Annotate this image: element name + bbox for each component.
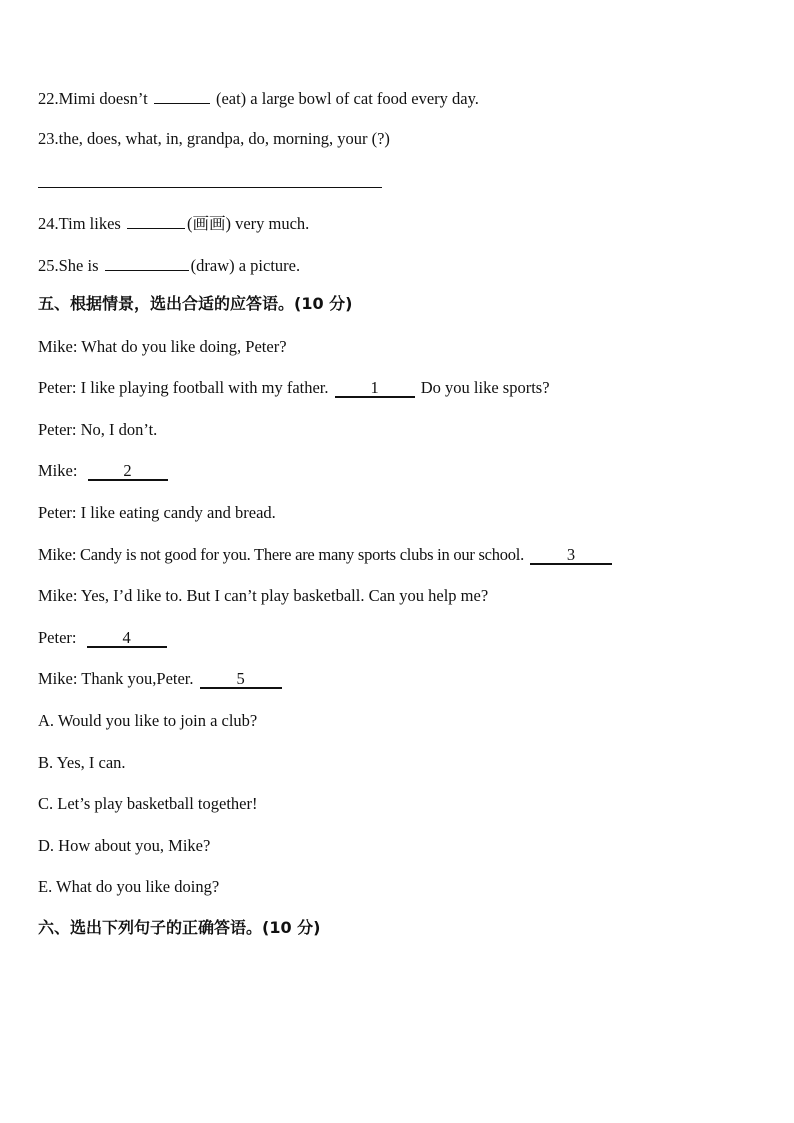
question-24	[38, 212, 309, 234]
question-hint: (画画) very much.	[186, 214, 310, 233]
dialogue-blank-1[interactable]: 1	[335, 380, 415, 398]
question-hint: (eat) a large bowl of cat food every day.	[215, 89, 479, 108]
dialogue-line-4	[38, 461, 170, 481]
section-5-title: 五、根据情景，选出合适的应答语。(10 分)	[38, 294, 353, 313]
dialogue-line-8	[38, 628, 169, 648]
dialogue-line-1	[38, 337, 287, 357]
option-b: B. Yes, I can.	[38, 753, 126, 772]
question-22	[38, 87, 479, 109]
dialogue-line-5	[38, 503, 276, 523]
dialogue-text: Mike: Thank you,Peter.	[38, 669, 194, 688]
dialogue-text: Mike:	[38, 461, 78, 480]
dialogue-text: Mike: Candy is not good for you. There are many sports clubs in our school.	[38, 545, 524, 564]
question-hint: (draw) a picture.	[190, 256, 301, 275]
dialogue-blank-5[interactable]: 5	[200, 671, 282, 689]
question-text: the, does, what, in, grandpa, do, morning, your (?)	[58, 129, 390, 148]
dialogue-text: Mike: Yes, I’d like to. But I can’t play basketball. Can you help me?	[38, 586, 489, 605]
dialogue-text: Peter: No, I don’t.	[38, 420, 158, 439]
dialogue-text: Mike: What do you like doing, Peter?	[38, 337, 287, 356]
option-a: A. Would you like to join a club?	[38, 711, 258, 730]
dialogue-text: Do you like sports?	[416, 378, 550, 397]
answer-line[interactable]	[38, 187, 382, 188]
option-d: D. How about you, Mike?	[38, 836, 211, 855]
dialogue-line-7	[38, 586, 488, 606]
dialogue-text: Peter:	[38, 628, 77, 647]
option-e: E. What do you like doing?	[38, 877, 220, 896]
question-text: Mimi doesn’t	[58, 89, 148, 108]
question-23	[38, 129, 390, 149]
answer-blank[interactable]	[105, 254, 189, 271]
dialogue-text: Peter: I like eating candy and bread.	[38, 503, 276, 522]
option-c: C. Let’s play basketball together!	[38, 794, 258, 813]
dialogue-blank-4[interactable]: 4	[87, 630, 167, 648]
question-text: She is	[58, 256, 99, 275]
dialogue-blank-3[interactable]: 3	[530, 547, 612, 565]
dialogue-line-2	[38, 378, 550, 398]
question-text: Tim likes	[58, 214, 121, 233]
dialogue-text: Peter: I like playing football with my father.	[38, 378, 329, 397]
section-6-title: 六、选出下列句子的正确答语。(10 分)	[38, 918, 321, 937]
question-number: 24.	[38, 214, 59, 233]
question-number: 25.	[38, 256, 59, 275]
dialogue-line-6	[38, 545, 614, 565]
answer-blank[interactable]	[127, 212, 185, 229]
question-25	[38, 254, 300, 276]
answer-blank[interactable]	[154, 87, 210, 104]
question-number: 22.	[38, 89, 59, 108]
dialogue-line-3	[38, 420, 157, 440]
dialogue-blank-2[interactable]: 2	[88, 463, 168, 481]
question-number: 23.	[38, 129, 59, 148]
dialogue-line-9	[38, 669, 284, 689]
